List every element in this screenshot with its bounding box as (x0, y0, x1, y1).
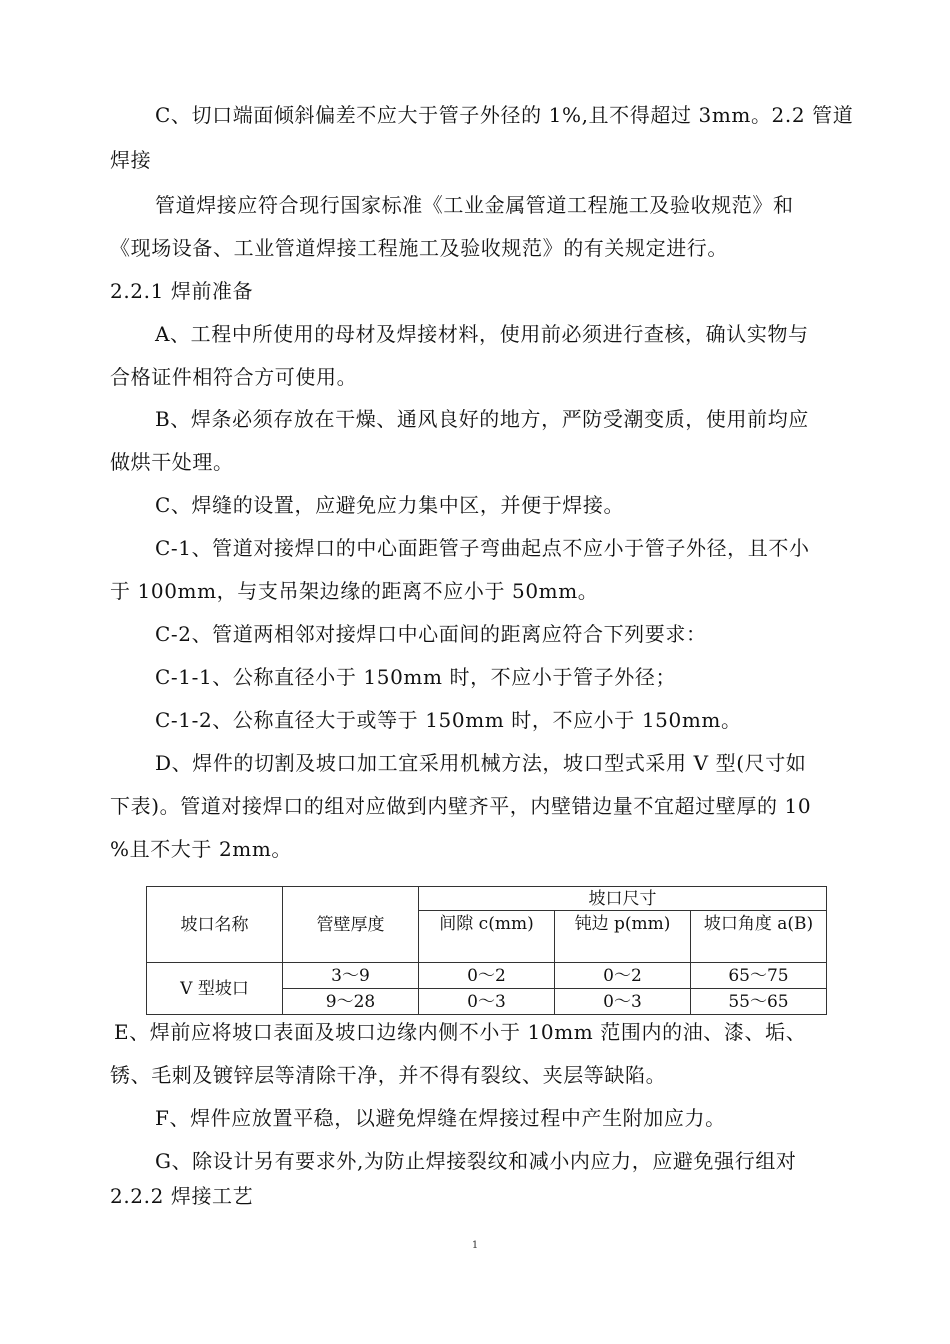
paragraph-line: B、焊条必须存放在干燥、通风良好的地方，严防受潮变质，使用前均应 (155, 407, 809, 431)
paragraph-line: A、工程中所使用的母材及焊接材料，使用前必须进行查核，确认实物与 (155, 322, 809, 346)
groove-size-table (146, 886, 827, 1015)
paragraph-line: 合格证件相符合方可使用。 (110, 365, 358, 389)
paragraph-line: C-2、管道两相邻对接焊口中心面间的距离应符合下列要求： (155, 622, 707, 646)
table-header-gap: 间隙 c(mm) (419, 911, 555, 963)
table-header-groove-name: 坡口名称 (147, 887, 283, 963)
paragraph-line: C-1、管道对接焊口的中心面距管子弯曲起点不应小于管子外径，且不小 (155, 536, 810, 560)
table-cell-gap: 0～2 (419, 963, 555, 989)
paragraph-line: %且不大于 2mm。 (110, 837, 293, 861)
paragraph-line: 管道焊接应符合现行国家标准《工业金属管道工程施工及验收规范》和 (155, 193, 794, 217)
table-cell-angle: 55～65 (691, 989, 827, 1015)
paragraph-line: G、除设计另有要求外,为防止焊接裂纹和减小内应力，应避免强行组对 (155, 1149, 797, 1173)
paragraph-line: C-1-2、公称直径大于或等于 150mm 时，不应小于 150mm。 (155, 708, 742, 732)
table-cell-gap: 0～3 (419, 989, 555, 1015)
table-cell-thickness: 3～9 (283, 963, 419, 989)
paragraph-line: C-1-1、公称直径小于 150mm 时，不应小于管子外径； (155, 665, 677, 689)
table-cell-blunt: 0～2 (555, 963, 691, 989)
table-header-groove-size: 坡口尺寸 (419, 887, 827, 911)
table-cell-groove-type: V 型坡口 (147, 963, 283, 1015)
table-header-wall-thickness: 管壁厚度 (283, 887, 419, 963)
table-header-groove-angle: 坡口角度 a(B) (691, 911, 827, 963)
paragraph-line: 焊接 (110, 148, 152, 172)
page-number: 1 (471, 1240, 479, 1251)
paragraph-line: C、焊缝的设置，应避免应力集中区，并便于焊接。 (155, 493, 625, 517)
paragraph-line: 下表)。管道对接焊口的组对应做到内壁齐平，内壁错边量不宜超过壁厚的 10 (110, 794, 812, 818)
section-heading: 2.2.1 焊前准备 (110, 279, 254, 303)
paragraph-line: 做烘干处理。 (110, 450, 234, 474)
table-cell-blunt: 0～3 (555, 989, 691, 1015)
paragraph-line: 锈、毛刺及镀锌层等清除干净，并不得有裂纹、夹层等缺陷。 (110, 1063, 667, 1087)
paragraph-line: C、切口端面倾斜偏差不应大于管子外径的 1%,且不得超过 3mm。2.2 管道 (155, 103, 854, 127)
table-cell-thickness: 9～28 (283, 989, 419, 1015)
paragraph-line: D、焊件的切割及坡口加工宜采用机械方法，坡口型式采用 V 型(尺寸如 (155, 751, 807, 775)
table-cell-angle: 65～75 (691, 963, 827, 989)
table-header-blunt-edge: 钝边 p(mm) (555, 911, 691, 963)
paragraph-line: 于 100mm，与支吊架边缘的距离不应小于 50mm。 (110, 579, 599, 603)
paragraph-line: E、焊前应将坡口表面及坡口边缘内侧不小于 10mm 范围内的油、漆、垢、 (114, 1020, 807, 1044)
section-heading: 2.2.2 焊接工艺 (110, 1184, 254, 1208)
paragraph-line: F、焊件应放置平稳，以避免焊缝在焊接过程中产生附加应力。 (155, 1106, 726, 1130)
table-row (147, 963, 827, 989)
paragraph-line: 《现场设备、工业管道焊接工程施工及验收规范》的有关规定进行。 (110, 236, 728, 260)
